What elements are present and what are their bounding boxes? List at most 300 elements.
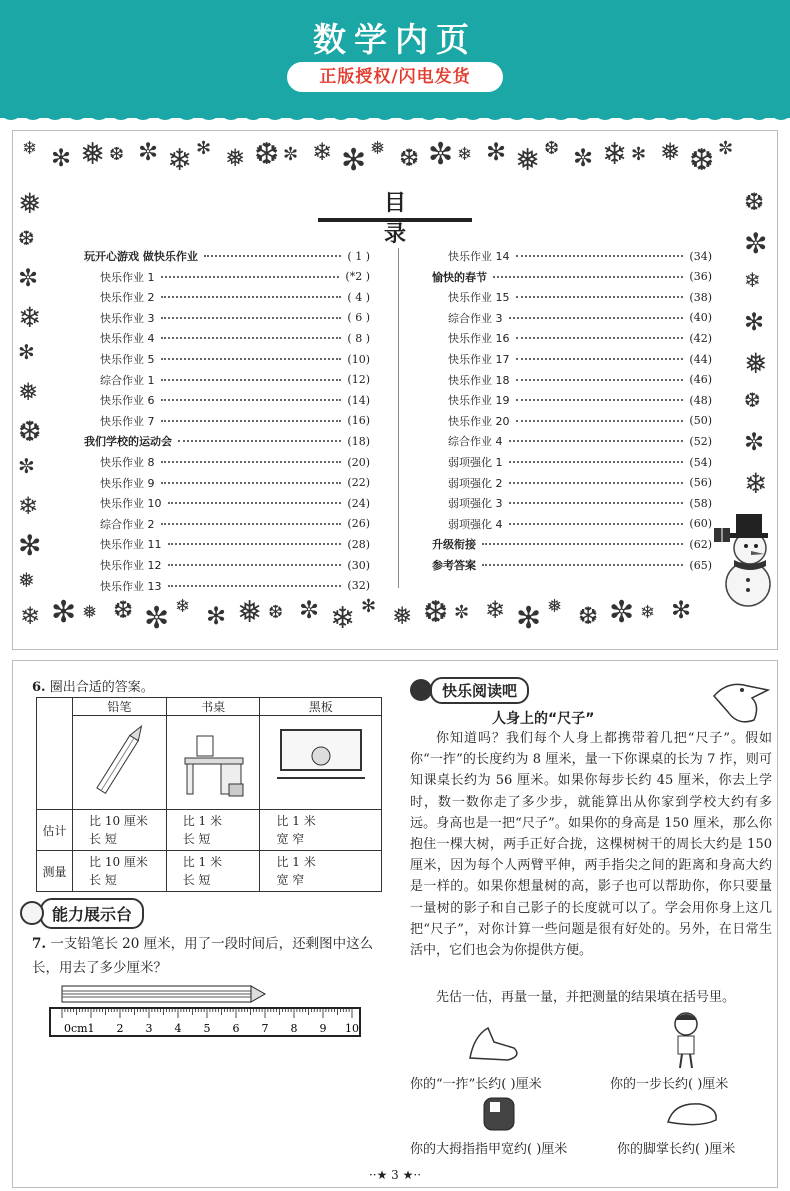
toc-leader-dots xyxy=(509,317,684,319)
opt: 比 1 米 xyxy=(276,814,316,828)
wave-scallop xyxy=(505,104,529,120)
snowflake-icon: ✼ xyxy=(299,596,320,624)
toc-entry xyxy=(84,246,370,266)
toc-leader-dots xyxy=(161,337,342,339)
snowflake-icon: ❅ xyxy=(744,347,768,380)
toc-entry xyxy=(100,576,370,596)
opt: 比 10 厘米 xyxy=(89,814,148,828)
ruler-label: 5 xyxy=(203,1022,211,1035)
wave-scallop xyxy=(703,104,727,120)
q6-prompt xyxy=(32,676,154,695)
toc-entry-label: 弱项强化 2 xyxy=(448,476,503,490)
reading-section-tag xyxy=(410,677,529,703)
opt: 长 短 xyxy=(89,832,117,846)
snowflake-icon: ❄ xyxy=(22,138,38,159)
toc-entry xyxy=(100,514,370,534)
snowflake-icon: ❅ xyxy=(547,596,563,617)
toc-leader-dots xyxy=(482,543,683,545)
wave-scallop xyxy=(769,104,790,120)
toc-entry-label: 综合作业 4 xyxy=(448,435,503,449)
wave-scallop xyxy=(0,104,23,120)
thumb-illustration xyxy=(476,1092,526,1134)
toc-leader-dots xyxy=(161,523,342,525)
toc-entry-page: (30) xyxy=(347,558,370,572)
toc-column-divider xyxy=(398,248,399,588)
toc-entry-label: 快乐作业 11 xyxy=(100,538,162,552)
toc-entry-label: 弱项强化 1 xyxy=(448,456,503,469)
toc-entry-page: (10) xyxy=(347,352,370,366)
toc-entry-label: 升级衔接 xyxy=(432,538,476,552)
toc-entry-page: (32) xyxy=(347,579,370,593)
toc-leader-dots xyxy=(161,276,340,278)
snowflake-icon: ❅ xyxy=(18,187,42,220)
desk-picture xyxy=(166,716,260,810)
ruler-label: 0cm xyxy=(64,1022,88,1035)
toc-entry xyxy=(448,349,712,369)
blackboard-picture xyxy=(260,716,382,810)
snowman-illustration xyxy=(706,500,782,610)
snowflake-icon: ❄ xyxy=(485,596,506,624)
option-cell xyxy=(166,851,260,892)
toc-entry xyxy=(100,555,370,575)
wave-scallop xyxy=(87,104,111,120)
toc-leader-dots xyxy=(509,440,684,442)
snowflake-icon: ✻ xyxy=(341,143,367,178)
toc-entry xyxy=(448,473,712,493)
snowflake-icon: ❅ xyxy=(18,568,35,592)
opt: 长 短 xyxy=(89,873,117,887)
toc-entry-page: (22) xyxy=(347,476,370,490)
toc-entry-page: (44) xyxy=(689,352,712,366)
toc-entry xyxy=(100,267,370,287)
snowflake-icon: ❆ xyxy=(254,137,280,172)
wave-scallop xyxy=(725,104,749,120)
toc-entry-label: 快乐作业 18 xyxy=(448,373,510,387)
toc-title-text: 目 录 xyxy=(383,191,424,247)
opt: 宽 窄 xyxy=(276,873,305,887)
toc-entry xyxy=(100,473,370,493)
wave-scallop xyxy=(549,104,573,120)
snowflake-icon: ❄ xyxy=(640,602,656,623)
toc-leader-dots xyxy=(178,440,341,442)
wave-scallop xyxy=(43,104,67,120)
toc-entry xyxy=(448,308,712,328)
wave-scallop xyxy=(197,104,221,120)
toc-entry-label: 快乐作业 4 xyxy=(100,332,155,346)
wave-scallop xyxy=(329,104,353,120)
snowflake-icon: ✻ xyxy=(206,602,227,630)
toc-entry-page: (46) xyxy=(689,373,712,387)
col-header: 书桌 xyxy=(166,698,260,716)
toc-leader-dots xyxy=(509,502,684,504)
toc-title-underline xyxy=(318,218,472,222)
snowflake-icon: ❆ xyxy=(744,388,761,412)
toc-entry-label: 综合作业 3 xyxy=(448,311,503,325)
snowflake-icon: ❆ xyxy=(18,226,35,250)
pencil-on-ruler xyxy=(62,986,265,1002)
pencil-picture xyxy=(73,716,167,810)
wave-scallop xyxy=(395,104,419,120)
wave-scallop xyxy=(527,104,551,120)
toc-entry-page: (12) xyxy=(347,373,370,387)
toc-entry xyxy=(100,452,370,472)
measure-foot: 你的脚掌长约( )厘米 xyxy=(617,1142,736,1157)
toc-leader-dots xyxy=(168,564,342,566)
snowflake-icon: ❄ xyxy=(20,602,41,630)
toc-entry-page: (36) xyxy=(689,270,712,284)
toc-entry-label: 快乐作业 6 xyxy=(100,394,155,408)
toc-leader-dots xyxy=(161,296,342,298)
toc-entry-label: 我们学校的运动会 xyxy=(84,435,172,449)
toc-entry-page: (62) xyxy=(689,537,712,551)
toc-entry-page: (54) xyxy=(689,455,712,469)
snowflake-icon: ✻ xyxy=(51,595,77,630)
toc-entry-page: (38) xyxy=(689,290,712,304)
toc-entry xyxy=(100,349,370,369)
toc-entry-label: 快乐作业 15 xyxy=(448,291,510,305)
snowflake-icon: ❅ xyxy=(515,143,541,178)
ruler-label: 7 xyxy=(261,1022,269,1035)
wave-scallop xyxy=(637,104,661,120)
toc-entry xyxy=(448,411,712,431)
toc-leader-dots xyxy=(161,399,342,401)
snowflake-icon: ❄ xyxy=(312,138,333,166)
snowflake-icon: ✻ xyxy=(631,144,647,165)
page-number-text: 3 xyxy=(391,1168,399,1182)
skill-section-tag xyxy=(20,900,144,926)
snowflake-icon: ✻ xyxy=(744,308,765,336)
measure-span: 你的“一拃”长约( )厘米 xyxy=(410,1077,542,1092)
snowflake-icon: ❅ xyxy=(370,138,386,159)
toc-entry-label: 快乐作业 12 xyxy=(100,559,162,572)
snowflake-icon: ✼ xyxy=(138,138,159,166)
snowflake-icon: ❄ xyxy=(744,268,761,292)
toc-leader-dots xyxy=(516,296,684,298)
toc-entry xyxy=(432,267,712,287)
toc-leader-dots xyxy=(482,564,683,566)
wave-scallop xyxy=(307,104,331,120)
wave-scallop xyxy=(373,104,397,120)
toc-entry xyxy=(100,287,370,307)
toc-entry-page: (34) xyxy=(689,249,712,263)
star-icon: ★·· xyxy=(402,1168,422,1182)
toc-entry-label: 快乐作业 3 xyxy=(100,311,155,325)
toc-entry-page: (65) xyxy=(689,558,712,572)
toc-entry-label: 弱项强化 3 xyxy=(448,497,503,511)
snowflake-icon: ❄ xyxy=(602,137,628,172)
toc-entry-label: 玩开心游戏 做快乐作业 xyxy=(84,250,198,263)
reading-title: 人身上的“尺子” xyxy=(492,711,595,727)
ruler-label: 10 xyxy=(345,1022,359,1035)
snowflake-icon: ✻ xyxy=(196,138,212,159)
crocodile-illustration xyxy=(708,676,772,728)
snowflake-icon: ❅ xyxy=(237,595,263,630)
snowflake-icon: ❄ xyxy=(18,492,39,520)
wave-scallop xyxy=(615,104,639,120)
toc-entry-page: (*2 ) xyxy=(345,270,370,284)
ruler-figure xyxy=(48,980,368,1040)
table-corner xyxy=(37,698,73,810)
toc-entry-page: (60) xyxy=(689,517,712,531)
toc-entry-page: ( 4 ) xyxy=(347,290,370,304)
banner-wave-edge xyxy=(0,104,790,128)
toc-leader-dots xyxy=(168,543,342,545)
q7-prompt xyxy=(32,932,382,980)
ruler-label: 3 xyxy=(145,1022,153,1035)
opt: 长 短 xyxy=(182,873,211,887)
wave-scallop xyxy=(439,104,463,120)
toc-entry-label: 快乐作业 19 xyxy=(448,394,510,408)
toc-leader-dots xyxy=(161,461,342,463)
boy-illustration xyxy=(666,1010,710,1070)
toc-entry-page: (50) xyxy=(689,414,712,428)
snowflake-icon: ✼ xyxy=(428,137,454,172)
toc-leader-dots xyxy=(168,502,342,504)
snowflake-icon: ❅ xyxy=(392,602,413,630)
opt: 比 10 厘米 xyxy=(89,855,148,869)
toc-entry xyxy=(448,287,712,307)
toc-entry-page: (28) xyxy=(347,537,370,551)
toc-leader-dots xyxy=(516,255,684,257)
ruler-label: 1 xyxy=(87,1022,95,1035)
toc-entry xyxy=(448,328,712,348)
toc-leader-dots xyxy=(161,420,342,422)
snowflake-icon: ✼ xyxy=(744,227,768,260)
snowflake-icon: ❅ xyxy=(80,137,106,172)
toc-entry-page: (52) xyxy=(689,434,712,448)
snowflake-icon: ❅ xyxy=(660,138,681,166)
toc-leader-dots xyxy=(161,317,342,319)
snowflake-icon: ❄ xyxy=(167,143,193,178)
wave-scallop xyxy=(131,104,155,120)
snowflake-icon: ✼ xyxy=(718,138,734,159)
snowflake-icon: ❆ xyxy=(744,188,765,216)
opt: 比 1 米 xyxy=(276,855,316,869)
wave-scallop xyxy=(65,104,89,120)
toc-entry-label: 快乐作业 1 xyxy=(100,270,155,284)
q6-text: 圈出合适的答案。 xyxy=(49,680,154,695)
col-header: 黑板 xyxy=(260,698,382,716)
ruler-label: 2 xyxy=(116,1022,124,1035)
toc-entry xyxy=(432,534,712,554)
toc-leader-dots xyxy=(516,379,684,381)
toc-entry xyxy=(448,390,712,410)
toc-leader-dots xyxy=(493,276,683,278)
toc-entry-page: (14) xyxy=(347,393,370,407)
toc-entry-page: ( 8 ) xyxy=(347,331,370,345)
snowflake-icon: ✼ xyxy=(144,601,170,636)
ruler-label: 4 xyxy=(174,1022,182,1035)
toc-leader-dots xyxy=(516,420,684,422)
snowflake-icon: ❆ xyxy=(423,595,449,630)
toc-entry-label: 弱项强化 4 xyxy=(448,517,503,531)
snowflake-icon: ❅ xyxy=(225,144,246,172)
toc-entry-label: 参考答案 xyxy=(432,559,476,572)
toc-entry xyxy=(100,308,370,328)
toc-leader-dots xyxy=(516,399,684,401)
toc-entry-page: ( 6 ) xyxy=(347,311,370,325)
banner-title: 数学内页 xyxy=(313,20,477,59)
snowflake-icon: ❅ xyxy=(18,378,39,406)
toc-entry xyxy=(448,493,712,513)
toc-entry-label: 快乐作业 14 xyxy=(448,250,510,263)
snowflake-icon: ✻ xyxy=(51,144,72,172)
ruler-label: 8 xyxy=(290,1022,298,1035)
reading-task: 先估一估，再量一量，并把测量的结果填在括号里。 xyxy=(436,990,736,1005)
toc-entry-page: (18) xyxy=(347,434,370,448)
hand-span-illustration xyxy=(464,1018,528,1066)
snowflake-icon: ❆ xyxy=(18,415,42,448)
snowflake-icon: ❆ xyxy=(689,143,715,178)
wave-scallop xyxy=(659,104,683,120)
wave-scallop xyxy=(461,104,485,120)
toc-entry-page: (24) xyxy=(347,496,370,510)
wave-scallop xyxy=(219,104,243,120)
snowflake-icon: ❆ xyxy=(109,144,125,165)
toc-entry-page: (16) xyxy=(347,414,370,428)
wave-scallop xyxy=(417,104,441,120)
snowflake-icon: ✻ xyxy=(361,596,377,617)
wave-scallop xyxy=(681,104,705,120)
toc-entry-label: 快乐作业 20 xyxy=(448,414,510,428)
wave-scallop xyxy=(21,104,45,120)
measure-thumb: 你的大拇指指甲宽约( )厘米 xyxy=(410,1142,568,1157)
toc-entry-label: 综合作业 1 xyxy=(100,373,155,387)
wave-scallop xyxy=(351,104,375,120)
toc-entry xyxy=(100,534,370,554)
toc-entry-page: (48) xyxy=(689,393,712,407)
opt: 宽 窄 xyxy=(276,832,305,846)
lion-icon xyxy=(20,901,44,925)
reading-paragraph: 你知道吗？我们每个人身上都携带着几把“尺子”。假如你“一拃”的长度约为 8 厘米，量一下你课桌的长为 7 拃，则可知课桌长约为 56 厘米。如果你每步长约 45 厘米，你去上学时，数一数你走了多少步，就能算出从你家到学校大约有多远。身高也是一把“尺子”。如果你的身高是 150 厘米，那么你抱住一棵大树，两手正好合拢，这棵树树干的周长大约是 150 厘米，因为每个人两臂平伸，两手指尖之间的距离和身高大约是一样的。如果你想量树的高，影子也可以帮助你，你只要量一量树的影子和自己影子的长度就可以了。学会用你身上这几把“尺子”，对你计算一些问题是很有好处的。另外，在日常生活中，它们也会为你提供方便。 xyxy=(410,731,772,959)
ruler-label: 9 xyxy=(319,1022,327,1035)
toc-entry xyxy=(100,411,370,431)
toc-title xyxy=(345,186,445,247)
skill-label: 能力展示台 xyxy=(40,898,144,929)
snowflake-icon: ❆ xyxy=(399,144,420,172)
wave-scallop xyxy=(483,104,507,120)
toc-entry-page: (58) xyxy=(689,496,712,510)
wave-scallop xyxy=(593,104,617,120)
toc-leader-dots xyxy=(509,482,684,484)
toc-entry xyxy=(100,370,370,390)
toc-leader-dots xyxy=(168,585,342,587)
toc-entry xyxy=(100,493,370,513)
toc-entry-page: (20) xyxy=(347,455,370,469)
snowflake-icon: ❆ xyxy=(544,138,560,159)
toc-entry-label: 愉快的春节 xyxy=(432,270,487,284)
opt: 比 1 米 xyxy=(182,855,222,869)
toc-entry-label: 综合作业 2 xyxy=(100,517,155,531)
snowflake-icon: ❄ xyxy=(330,601,356,636)
toc-entry-label: 快乐作业 2 xyxy=(100,291,155,305)
toc-entry-label: 快乐作业 17 xyxy=(448,353,510,366)
toc-entry-page: ( 1 ) xyxy=(347,249,370,263)
toc-leader-dots xyxy=(509,523,684,525)
star-icon: ··★ xyxy=(368,1168,388,1182)
wave-scallop xyxy=(175,104,199,120)
toc-leader-dots xyxy=(161,482,342,484)
option-cell xyxy=(73,851,167,892)
measure-step: 你的一步长约( )厘米 xyxy=(610,1077,729,1092)
reading-mascot-icon xyxy=(410,679,432,701)
estimate-table xyxy=(36,697,382,892)
toc-entry xyxy=(100,328,370,348)
row-label: 估计 xyxy=(37,810,73,851)
reading-label: 快乐阅读吧 xyxy=(430,677,529,704)
snowflake-icon: ✻ xyxy=(18,340,35,364)
opt: 长 短 xyxy=(182,832,211,846)
toc-entry xyxy=(448,452,712,472)
q6-number: 6. xyxy=(32,680,46,695)
toc-entry-label: 快乐作业 16 xyxy=(448,332,510,346)
toc-leader-dots xyxy=(509,461,684,463)
snowflake-icon: ❄ xyxy=(744,467,768,500)
toc-leader-dots xyxy=(161,379,342,381)
toc-entry-label: 快乐作业 5 xyxy=(100,353,155,366)
pencil-tip xyxy=(251,986,265,1002)
toc-entry xyxy=(84,431,370,451)
reading-body xyxy=(410,728,772,961)
toc-entry-page: (40) xyxy=(689,311,712,325)
toc-entry-page: (26) xyxy=(347,517,370,531)
foot-illustration xyxy=(660,1092,724,1134)
toc-entry-label: 快乐作业 7 xyxy=(100,414,155,428)
snowflake-icon: ❅ xyxy=(82,602,98,623)
ruler-label: 6 xyxy=(232,1022,240,1035)
toc-entry-page: (42) xyxy=(689,331,712,345)
row-label: 测量 xyxy=(37,851,73,892)
banner-subtitle: 正版授权/闪电发货 xyxy=(287,62,503,92)
toc-entry xyxy=(448,246,712,266)
snowflake-icon: ❄ xyxy=(18,301,42,334)
snowflake-icon: ✼ xyxy=(573,144,594,172)
snowflake-icon: ✻ xyxy=(516,601,542,636)
toc-leader-dots xyxy=(516,337,684,339)
option-cell xyxy=(73,810,167,851)
wave-scallop xyxy=(263,104,287,120)
wave-scallop xyxy=(285,104,309,120)
snowflake-icon: ✼ xyxy=(609,595,635,630)
toc-entry xyxy=(448,370,712,390)
toc-leader-dots xyxy=(516,358,684,360)
wave-scallop xyxy=(109,104,133,120)
option-cell xyxy=(260,810,382,851)
toc-entry-page: (56) xyxy=(689,476,712,490)
snowflake-icon: ✼ xyxy=(18,454,35,478)
snowflake-icon: ✻ xyxy=(18,529,42,562)
wave-scallop xyxy=(153,104,177,120)
toc-entry xyxy=(432,555,712,575)
toc-entry-label: 快乐作业 8 xyxy=(100,456,155,469)
wave-scallop xyxy=(571,104,595,120)
toc-leader-dots xyxy=(161,358,342,360)
snowflake-icon: ❄ xyxy=(457,144,473,165)
snowflake-icon: ❆ xyxy=(268,602,284,623)
wave-scallop xyxy=(747,104,771,120)
toc-entry xyxy=(448,431,712,451)
snowflake-icon: ❆ xyxy=(113,596,134,624)
toc-entry-label: 快乐作业 13 xyxy=(100,579,162,593)
opt: 比 1 米 xyxy=(182,814,222,828)
wave-scallop xyxy=(241,104,265,120)
option-cell xyxy=(166,810,260,851)
toc-entry-label: 快乐作业 9 xyxy=(100,476,155,490)
snowflake-icon: ✻ xyxy=(486,138,507,166)
col-header: 铅笔 xyxy=(73,698,167,716)
toc-leader-dots xyxy=(204,255,342,257)
snowflake-icon: ✼ xyxy=(18,264,39,292)
